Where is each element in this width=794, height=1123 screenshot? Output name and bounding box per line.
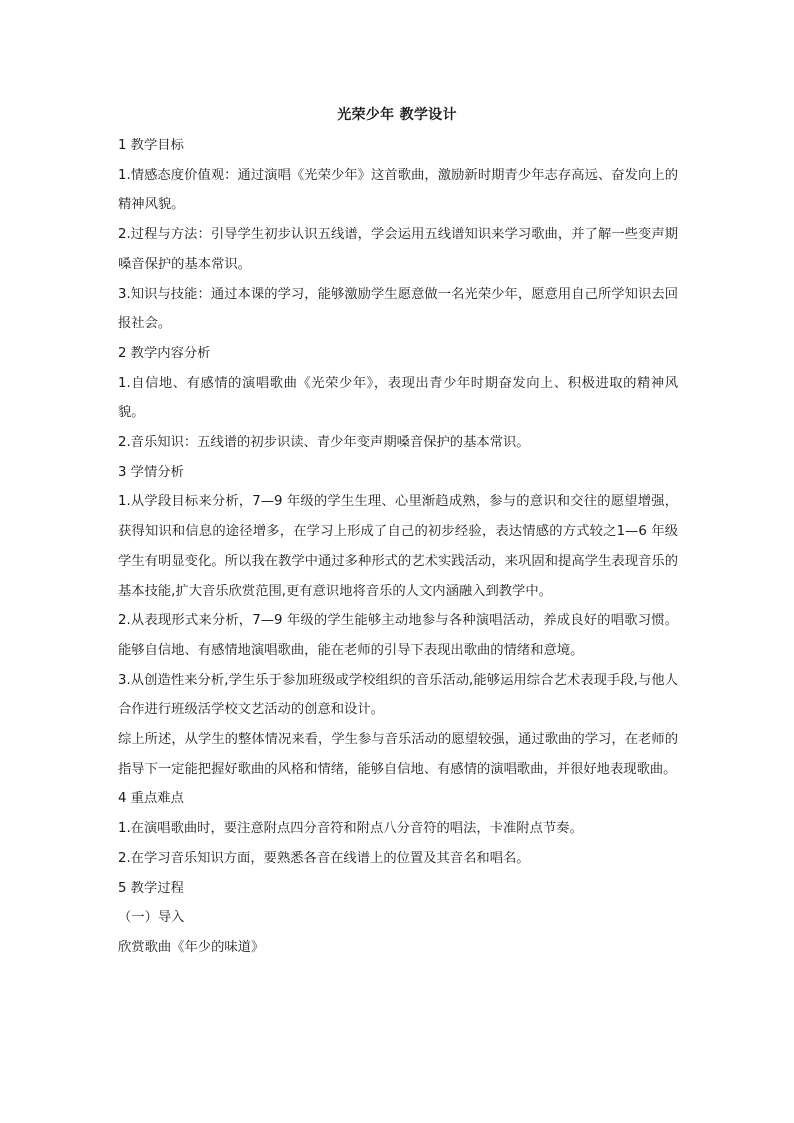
paragraph-learner-2: 2.从表现形式来分析，7—9 年级的学生能够主动地参与各种演唱活动，养成良好的唱歌习惯。能够自信地、有感情地演唱歌曲，能在老师的引导下表现出歌曲的情绪和意境。 <box>118 613 678 658</box>
document-body <box>118 131 678 963</box>
paragraph-key-point-2: 2.在学习音乐知识方面，要熟悉各音在线谱上的位置及其音名和唱名。 <box>118 850 530 866</box>
section-heading-objectives: 1 教学目标 <box>118 138 184 153</box>
paragraph-objective-1: 1.情感态度价值观：通过演唱《光荣少年》这首歌曲，激励新时期青少年志存高远、奋发向上的精神风貌。 <box>118 167 678 213</box>
paragraph-objective-3: 3.知识与技能：通过本课的学习，能够激励学生愿意做一名光荣少年，愿意用自己所学知识去回报社会。 <box>118 286 678 332</box>
paragraph-learner-1: 1.从学段目标来分析，7—9 年级的学生生理、心里渐趋成熟，参与的意识和交往的愿望增强，获得知识和信息的途径增多，在学习上形成了自己的初步经验，表达情感的方式较之1—6 年级学生有明显变化。所以我在教学中通过多种形式的艺术实践活动，来巩固和提高学生表现音乐的基本技能,扩大音乐欣赏范围,更有意识地将音乐的人文内涵融入到教学中。 <box>118 494 678 599</box>
paragraph-key-point-1: 1.在演唱歌曲时，要注意附点四分音符和附点八分音符的唱法，卡准附点节奏。 <box>118 821 583 837</box>
subheading-introduction: （一）导入 <box>118 910 185 926</box>
paragraph-learner-summary: 综上所述，从学生的整体情况来看，学生参与音乐活动的愿望较强，通过歌曲的学习，在老师的指导下一定能把握好歌曲的风格和情绪，能够自信地、有感情的演唱歌曲，并很好地表现歌曲。 <box>118 732 678 777</box>
paragraph-objective-2: 2.过程与方法：引导学生初步认识五线谱，学会运用五线谱知识来学习歌曲，并了解一些变声期嗓音保护的基本常识。 <box>118 227 678 272</box>
section-heading-learner-analysis: 3 学情分析 <box>118 464 184 480</box>
section-heading-key-points: 4 重点难点 <box>118 791 184 807</box>
paragraph-content-2: 2.音乐知识：五线谱的初步识读、青少年变声期嗓音保护的基本常识。 <box>118 435 530 451</box>
document-title: 光荣少年 教学设计 <box>337 107 457 123</box>
paragraph-content-1: 1.自信地、有感情的演唱歌曲《光荣少年》，表现出青少年时期奋发向上、积极进取的精神风貌。 <box>118 375 678 421</box>
section-heading-content-analysis: 2 教学内容分析 <box>118 345 211 361</box>
paragraph-learner-3: 3.从创造性来分析,学生乐于参加班级或学校组织的音乐活动,能够运用综合艺术表现手段,与他人合作进行班级活学校文艺活动的创意和设计。 <box>118 672 678 718</box>
section-heading-process: 5 教学过程 <box>118 880 184 896</box>
paragraph-introduction: 欣赏歌曲《年少的味道》 <box>118 939 265 955</box>
